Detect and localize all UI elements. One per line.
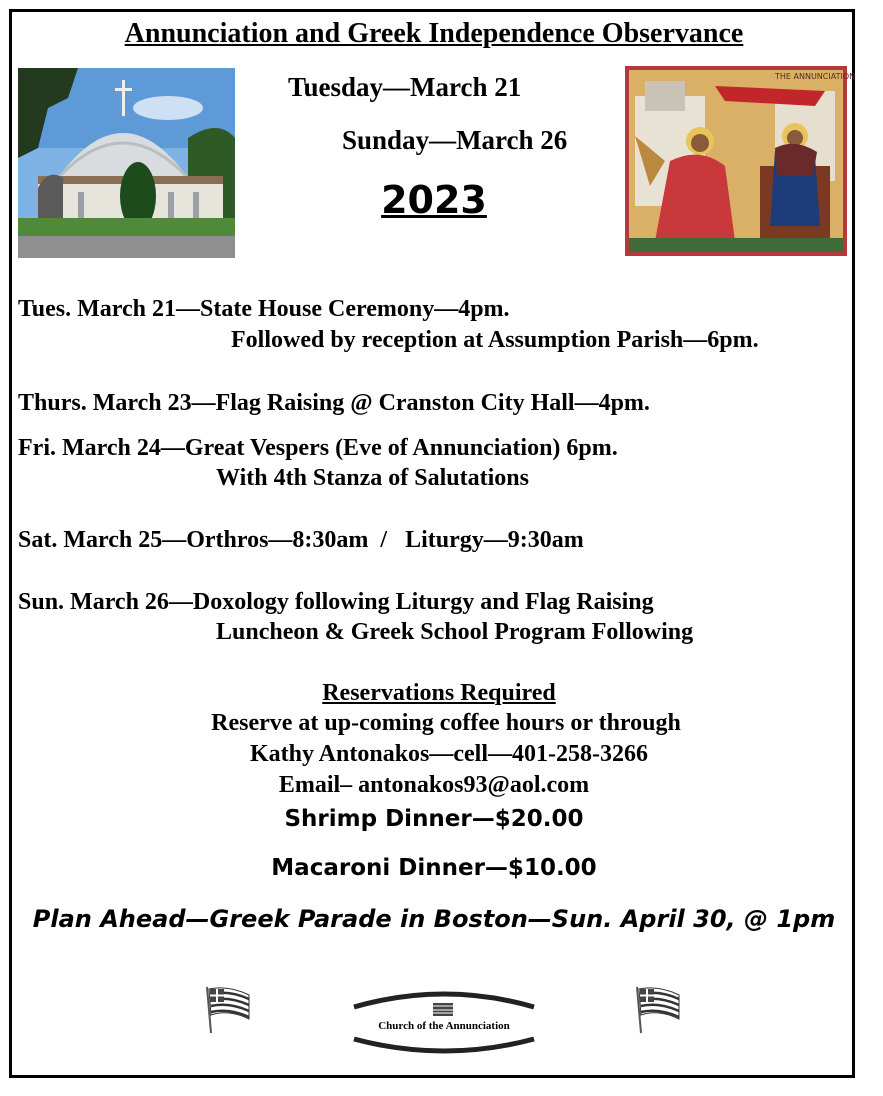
schedule-saturday: Sat. March 25—Orthros—8:30am / Liturgy—9:30am — [18, 527, 584, 553]
church-logo-text: Church of the Annunciation — [378, 1020, 510, 1032]
reservations-line-1: Reserve at up-coming coffee hours or through — [211, 710, 681, 736]
schedule-sunday: Sun. March 26—Doxology following Liturgy and Flag Raising — [18, 589, 654, 615]
schedule-sunday-detail: Luncheon & Greek School Program Following — [216, 619, 694, 645]
macaroni-dinner-price: Macaroni Dinner—$10.00 — [271, 855, 597, 881]
greek-flag-icon — [203, 985, 251, 1035]
date-line-tuesday: Tuesday—March 21 — [288, 72, 522, 102]
reservations-heading: Reservations Required — [322, 680, 556, 706]
annunciation-icon-caption: THE ANNUNCIATION — [775, 72, 856, 81]
date-line-sunday: Sunday—March 26 — [342, 125, 568, 155]
event-year: 2023 — [381, 178, 487, 222]
shrimp-dinner-price: Shrimp Dinner—$20.00 — [284, 806, 584, 832]
schedule-thursday: Thurs. March 23—Flag Raising @ Cranston City Hall—4pm. — [18, 390, 650, 416]
schedule-friday-detail: With 4th Stanza of Salutations — [216, 465, 529, 491]
reservations-contact: Kathy Antonakos—cell—401-258-3266 — [249, 741, 648, 767]
plan-ahead-notice: Plan Ahead—Greek Parade in Boston—Sun. April 30, @ 1pm — [32, 905, 836, 933]
church-building-photo — [18, 68, 235, 258]
schedule-tuesday-reception: Followed by reception at Assumption Parish—6pm. — [231, 327, 759, 353]
church-logo — [349, 985, 539, 1057]
reservations-email: Email– antonakos93@aol.com — [278, 772, 590, 798]
greek-flag-icon — [633, 985, 681, 1035]
annunciation-icon — [625, 66, 856, 256]
schedule-tuesday: Tues. March 21—State House Ceremony—4pm. — [18, 296, 510, 322]
flyer-title: Annunciation and Greek Independence Observance — [124, 18, 744, 49]
schedule-friday: Fri. March 24—Great Vespers (Eve of Annunciation) 6pm. — [18, 435, 618, 461]
